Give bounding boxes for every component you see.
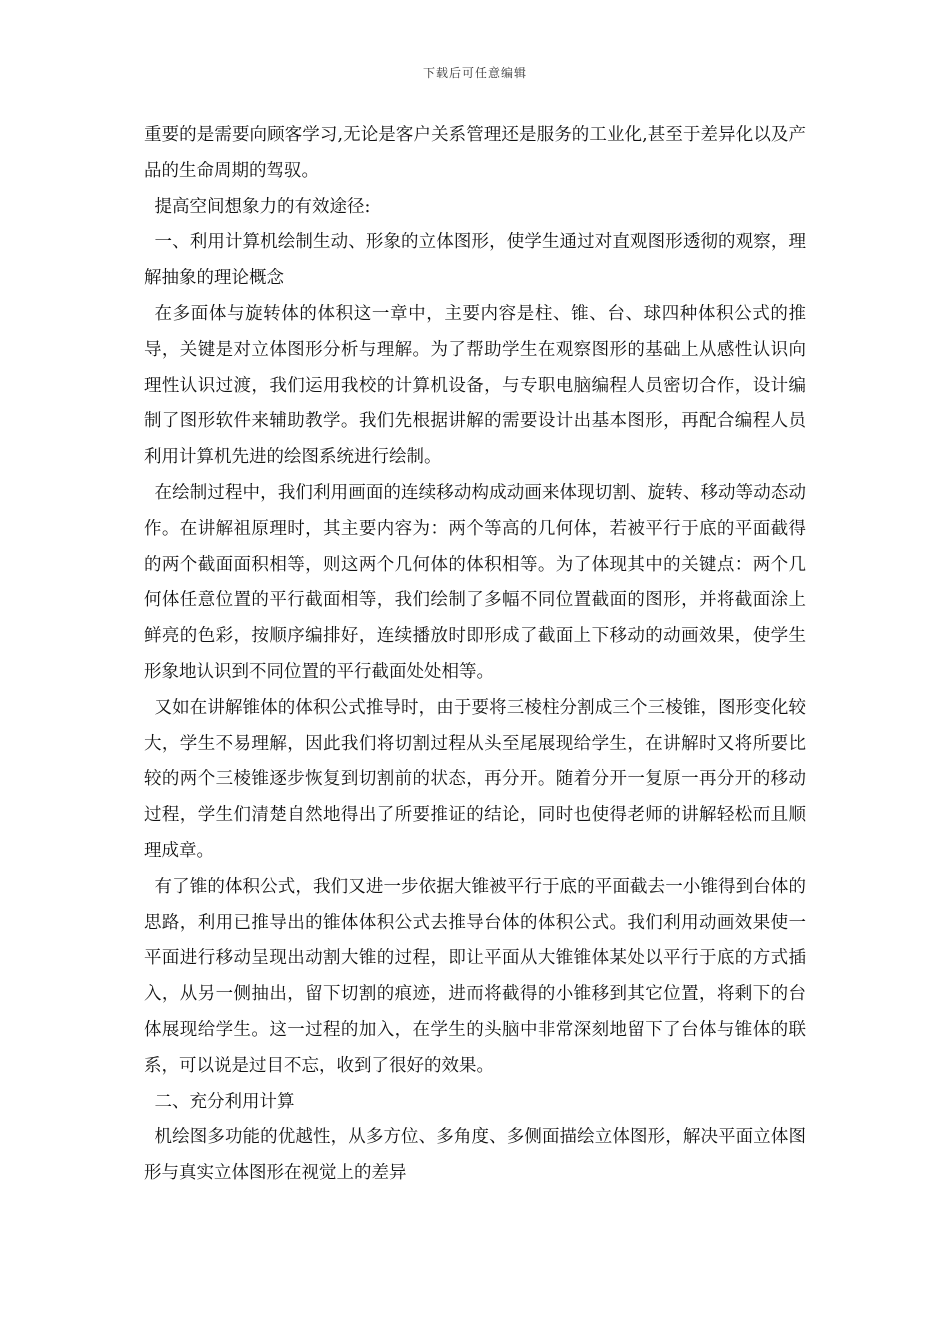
- paragraph-section-two-title: 二、充分利用计算: [154, 1091, 295, 1112]
- paragraph-intro: 重要的是需要向顾客学习,无论是客户关系管理还是服务的工业化,甚至于差异化以及产品的生命周期的驾驭。: [144, 125, 806, 181]
- document-body: [144, 118, 806, 1192]
- paragraph-cone-volume: 又如在讲解锥体的体积公式推导时，由于要将三棱柱分割成三个三棱锥，图形变化较大，学生不易理解，因此我们将切割过程从头至尾展现给学生，在讲解时又将所要比较的两个三棱锥逐步恢复到切割前的状态，再分开。随着分开一复原一再分开的移动过程，学生们清楚自然地得出了所要推证的结论，同时也使得老师的讲解轻松而且顺理成章。: [144, 697, 806, 861]
- paragraph-section-two-body: 机绘图多功能的优越性，从多方位、多角度、多侧面描绘立体图形，解决平面立体图形与真实立体图形在视觉上的差异: [144, 1127, 806, 1184]
- paragraph-frustum-volume: 有了锥的体积公式，我们又进一步依据大锥被平行于底的平面截去一小锥得到台体的思路，利用已推导出的锥体体积公式去推导台体的体积公式。我们利用动画效果使一平面进行移动呈现出动割大锥的过程，即让平面从大锥锥体某处以平行于底的方式插入，从另一侧抽出，留下切割的痕迹，进而将截得的小锥移到其它位置，将剩下的台体展现给学生。这一过程的加入，在学生的头脑中非常深刻地留下了台体与锥体的联系，可以说是过目不忘，收到了很好的效果。: [144, 876, 806, 1076]
- paragraph-drawing-process: 在绘制过程中，我们利用画面的连续移动构成动画来体现切割、旋转、移动等动态动作。在讲解祖原理时，其主要内容为：两个等高的几何体，若被平行于底的平面截得的两个截面面积相等，则这两个几何体的体积相等。为了体现其中的关键点：两个几何体任意位置的平行截面相等，我们绘制了多幅不同位置截面的图形，并将截面涂上鲜亮的色彩，按顺序编排好，连续播放时即形成了截面上下移动的动画效果，使学生形象地认识到不同位置的平行截面处处相等。: [144, 482, 806, 682]
- paragraph-heading-methods: 提高空间想象力的有效途径:: [154, 196, 371, 217]
- page-header: 下载后可任意编辑: [422, 66, 527, 80]
- paragraph-volume-chapter: 在多面体与旋转体的体积这一章中，主要内容是柱、锥、台、球四种体积公式的推导，关键是对立体图形分析与理解。为了帮助学生在观察图形的基础上从感性认识向理性认识过渡，我们运用我校的计算机设备，与专职电脑编程人员密切合作，设计编制了图形软件来辅助教学。我们先根据讲解的需要设计出基本图形，再配合编程人员利用计算机先进的绘图系统进行绘制。: [144, 303, 806, 468]
- paragraph-section-one-title: 一、利用计算机绘制生动、形象的立体图形，使学生通过对直观图形透彻的观察，理解抽象的理论概念: [144, 232, 806, 289]
